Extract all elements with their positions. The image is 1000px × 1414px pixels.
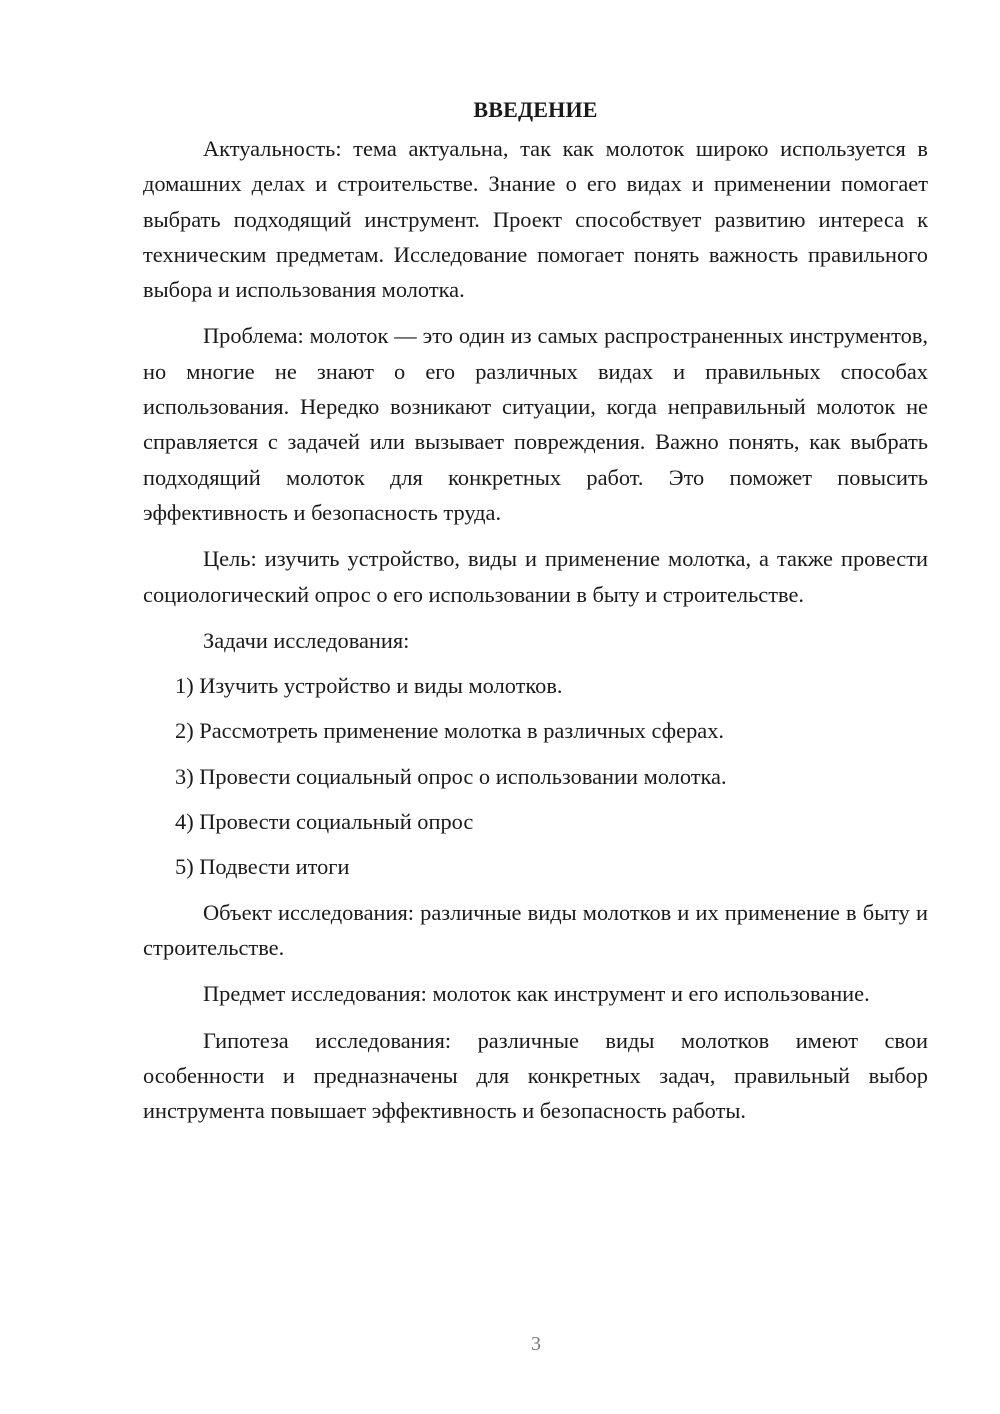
list-item: 4) Провести социальный опрос [175,809,474,835]
paragraph-relevance: Актуальность: тема актуальна, так как молоток широко используется в домашних делах и строительстве. Знание о его видах и применении помогает выбрать подходящий инструмент. Проект способствует развитию интереса к техническим предметам. Исследование помогает понять важность правильного выбора и использования молотка. [143,136,928,303]
paragraph-hypothesis: Гипотеза исследования: различные виды молотков имеют свои особенности и предназначены для конкретных задач, правильный выбор инструмента повышает эффективность и безопасность работы. [143,1027,928,1124]
tasks-list [143,668,928,884]
list-item: 5) Подвести итоги [175,854,350,880]
paragraph-goal: Цель: изучить устройство, виды и применение молотка, а также провести социологический опрос о его использовании в быту и строительстве. [143,546,928,607]
paragraph-problem: Проблема: молоток — это один из самых распространенных инструментов, но многие не знают о его различных видах и правильных способах использования. Нередко возникают ситуации, когда неправильный молоток не справляется с задачей или вызывает повреждения. Важно понять, как выбрать подходящий молоток для конкретных работ. Это поможет повысить эффективность и безопасность труда. [143,323,928,525]
tasks-heading: Задачи исследования: [203,627,410,653]
paragraph-object: Объект исследования: различные виды молотков и их применение в быту и строительстве. [143,899,928,960]
page-title: ВВЕДЕНИЕ [473,97,598,122]
list-item: 3) Провести социальный опрос о использовании молотка. [175,763,727,789]
page-number: 3 [531,1333,541,1355]
page-content [143,92,928,1139]
paragraph-subject: Предмет исследования: молоток как инструмент и его использование. [203,981,870,1007]
list-item: 2) Рассмотреть применение молотка в различных сферах. [175,718,725,744]
list-item: 1) Изучить устройство и виды молотков. [175,673,563,699]
